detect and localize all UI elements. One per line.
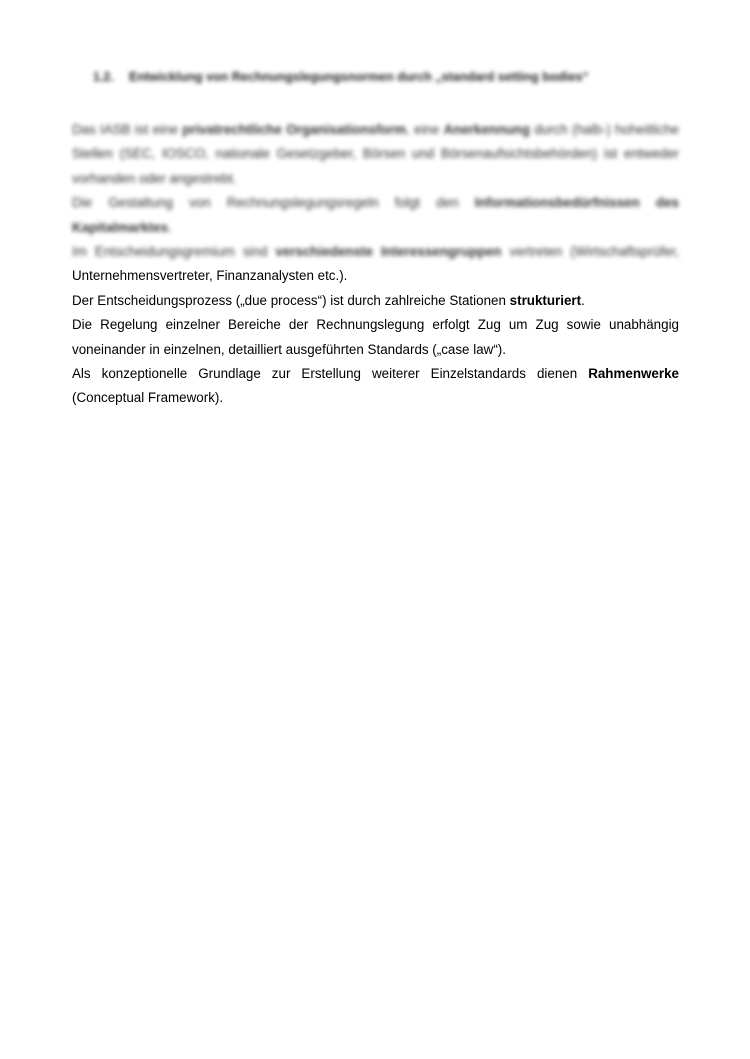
paragraph-line: Unternehmensvertreter, Finanzanalysten etc.). bbox=[72, 268, 348, 284]
paragraph-text: . bbox=[581, 292, 585, 308]
paragraph-emphasis: Anerkennung bbox=[443, 122, 530, 137]
paragraph-text: durch (halb-) hoheitliche Stellen (SEC, IOSCO, nationale Gesetzgeber, Börsen und Börsenaufsichtsbehörden) ist entweder vorhanden oder angestrebt. bbox=[72, 122, 679, 186]
section-title: Entwicklung von Rechnungslegungsnormen durch „standard setting bodies“ bbox=[129, 70, 589, 84]
paragraph-emphasis: privatrechtliche Organisationsform bbox=[182, 122, 406, 137]
section-number: 1.2. bbox=[93, 70, 114, 84]
paragraph-text: Als konzeptionelle Grundlage zur Erstellung weiterer Einzelstandards dienen bbox=[72, 366, 589, 382]
paragraph-text: Im Entscheidungsgremium sind bbox=[72, 244, 276, 260]
paragraph-case-law bbox=[72, 313, 679, 362]
paragraph-emphasis: Informationsbedürfnissen des Kapitalmarktes bbox=[72, 195, 679, 235]
paragraph-text: . bbox=[168, 219, 172, 235]
paragraph-text: Das IASB ist eine bbox=[72, 122, 183, 137]
paragraph-text: vertreten (Wirtschaftsprüfer, bbox=[501, 244, 680, 260]
paragraph-conceptual-framework bbox=[72, 362, 679, 411]
paragraph-line bbox=[72, 289, 679, 313]
paragraph-information-needs bbox=[72, 191, 679, 240]
paragraph-interest-groups bbox=[72, 240, 679, 289]
paragraph-emphasis: verschiedenste Interessengruppen bbox=[275, 244, 502, 260]
paragraph-text: Der Entscheidungsprozess („due process“) ist durch zahlreiche Stationen bbox=[72, 292, 510, 308]
paragraph-emphasis: Rahmenwerke bbox=[588, 366, 679, 382]
paragraph-line: Die Regelung einzelner Bereiche der Rechnungslegung erfolgt Zug um Zug sowie unabhängig bbox=[72, 317, 679, 333]
section-body bbox=[72, 118, 679, 411]
paragraph-line bbox=[72, 362, 679, 386]
paragraph-line: voneinander in einzelnen, detailliert ausgeführten Standards („case law“). bbox=[72, 341, 506, 357]
paragraph-line-blurred bbox=[72, 240, 679, 264]
paragraph-iasb-organisation bbox=[72, 118, 679, 191]
paragraph-text: Die Gestaltung von Rechnungslegungsregeln folgt den bbox=[72, 195, 475, 211]
paragraph-emphasis: strukturiert bbox=[509, 292, 582, 308]
paragraph-line: (Conceptual Framework). bbox=[72, 390, 224, 406]
paragraph-text: , eine bbox=[406, 122, 444, 137]
section-heading bbox=[93, 70, 693, 84]
paragraph-due-process bbox=[72, 289, 679, 313]
